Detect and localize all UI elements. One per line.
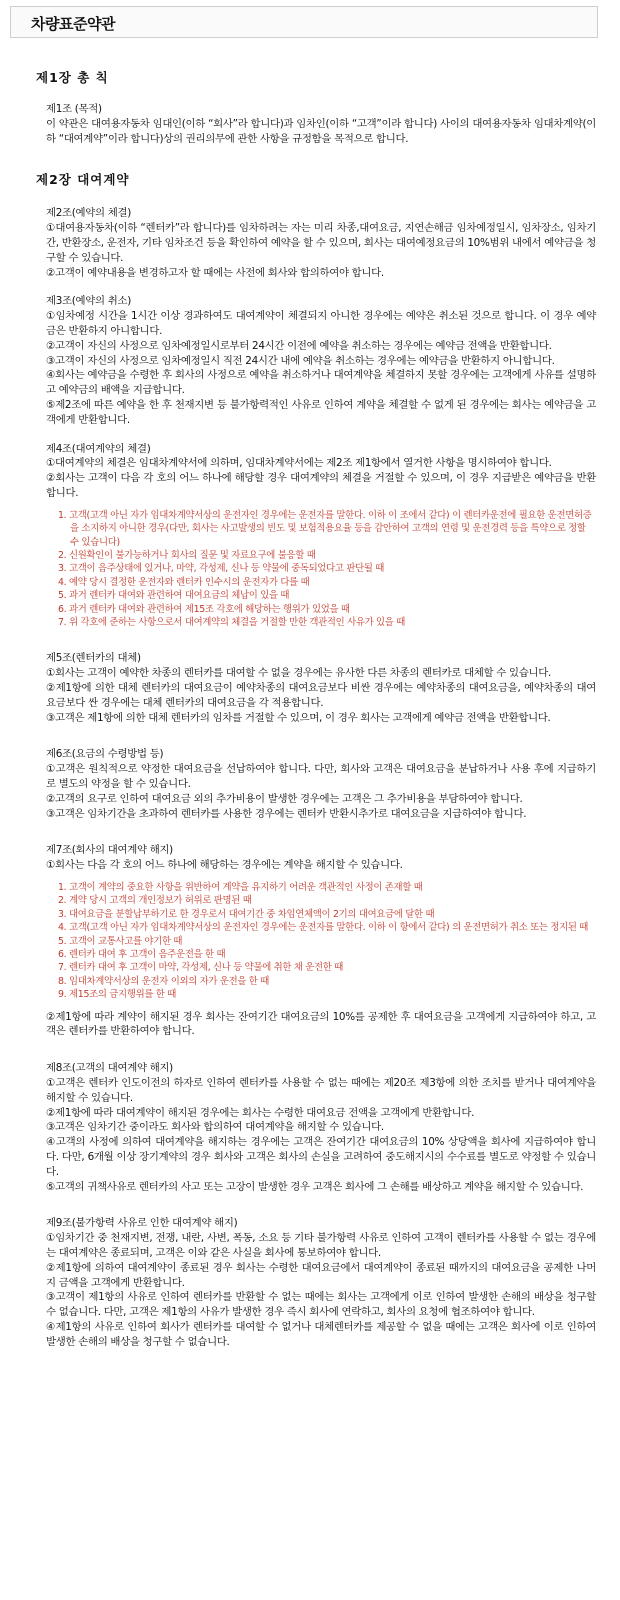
article-paragraph: ①대여계약의 체결은 임대차계약서에 의하며, 임대차계약서에는 제2조 제1항에서 열거한 사항을 명시하여야 합니다. [46,457,552,470]
article-paragraph: ①회사는 고객이 예약한 차종의 렌터카를 대여할 수 없을 경우에는 유사한 다른 차종의 렌터카로 대체할 수 있습니다. [46,667,551,680]
article-7 [46,843,596,1039]
list-item: 5. 과거 렌터카 대여와 관련하여 대여요금의 체납이 있을 때 [58,590,290,602]
terms-document [36,60,596,1350]
article-8 [46,1061,596,1194]
article-paragraph: ④회사는 예약금을 수령한 후 회사의 사정으로 예약을 취소하거나 대여계약을 체결하지 못할 경우에는 고객에게 사유를 설명하고 예약금의 배액을 지급합니다. [46,369,596,397]
list-item: 6. 렌터카 대여 후 고객이 음주운전을 한 때 [58,948,226,960]
article-paragraph: ①고객은 렌터카 인도이전의 하자로 인하여 렌터카를 사용할 수 없는 때에는 제20조 제3항에 의한 조치를 받거나 대여계약을 해지할 수 있습니다. [46,1077,596,1104]
refusal-reasons-list [58,509,596,630]
article-title: 제3조(예약의 취소) [46,295,131,308]
article-paragraph: ①고객은 원칙적으로 약정한 대여요금을 선납하여야 합니다. 다만, 회사와 고객은 대여요금을 분납하거나 사용 후에 지급하기로 별도의 약정을 할 수 있습니다. [46,763,596,790]
article-paragraph: ③고객은 임차기간을 초과하여 렌터카를 사용한 경우에는 렌터카 반환시추가로 대여요금을 지급하여야 합니다. [46,807,527,820]
article-title: 제1조 (목적) [46,103,102,115]
article-paragraph: ②회사는 고객이 다음 각 호의 어느 하나에 해당할 경우 대여계약의 체결을 거절할 수 있으며, 이 경우 지급받은 예약금을 반환합니다. [46,472,596,499]
article-paragraph: ②제1항에 따라 계약이 해지된 경우 회사는 잔여기간 대여요금의 10%를 공제한 후 대여요금을 고객에게 지급하여야 하고, 고객은 렌터카를 반환하여야 합니다. [46,1010,596,1038]
article-paragraph: ②제1항에 의한 대체 렌터카의 대여요금이 예약차종의 대여요금보다 비싼 경우에는 예약차종의 대여요금을, 예약차종의 대여요금보다 싼 경우에는 대체 렌터카의 대여요금을 각 적용합니다. [46,681,596,709]
article-title: 제5조(렌터카의 대체) [46,652,141,665]
article-2 [46,206,596,280]
list-item: 2. 계약 당시 고객의 개인정보가 허위로 판명된 때 [58,895,252,907]
article-paragraph: ①임차기간 중 천재지변, 전쟁, 내란, 사변, 폭동, 소요 등 기타 불가항력 사유로 인하여 고객이 렌터카를 사용할 수 없는 경우에는 대여계약은 종료되며, 고객은 이와 같은 사실을 회사에 통보하여야 합니다. [46,1232,596,1259]
list-item: 3. 대여요금을 분할납부하기로 한 경우로서 대여기간 중 차임연체액이 2기의 대여요금에 달한 때 [58,908,435,920]
chapter-2-heading: 제2장 대여계약 [36,172,130,188]
list-item: 7. 렌터카 대여 후 고객이 마약, 각성제, 신나 등 약물에 취한 채 운전한 때 [58,962,343,974]
termination-reasons-list [58,881,596,1002]
page-title: 차량표준약관 [31,15,115,33]
article-title: 제4조(대여계약의 체결) [46,442,151,455]
article-title: 제7조(회사의 대여계약 해지) [46,844,173,857]
list-item: 1. 고객이 계약의 중요한 사항을 위반하여 계약을 유지하기 어려운 객관적인 사정이 존재할 때 [58,881,423,893]
article-title: 제6조(요금의 수령방법 등) [46,748,164,761]
list-item: 9. 제15조의 금지행위를 한 때 [58,989,176,1001]
article-paragraph: ②제1항에 의하여 대여계약이 종료된 경우 회사는 수령한 대여요금에서 대여계약이 종료된 때까지의 대여요금을 공제한 나머지 금액을 고객에게 반환합니다. [46,1261,596,1289]
article-6 [46,747,596,821]
header-bar [10,6,598,38]
article-title: 제9조(불가항력 사유로 인한 대여계약 해지) [46,1217,238,1230]
list-item: 3. 고객이 음주상태에 있거나, 마약, 각성제, 신나 등 약물에 중독되었다고 판단될 때 [58,563,385,575]
list-item: 8. 임대차계약서상의 운전자 이외의 자가 운전을 한 때 [58,975,269,987]
chapter-1-heading: 제1장 총 칙 [36,70,109,85]
article-paragraph: ②제1항에 따라 대여계약이 해지된 경우에는 회사는 수령한 대여요금 전액을 고객에게 반환합니다. [46,1106,475,1119]
article-paragraph: ③고객은 제1항에 의한 대체 렌터카의 임차를 거절할 수 있으며, 이 경우 회사는 고객에게 예약금 전액을 반환합니다. [46,711,551,724]
list-item: 6. 과거 렌터카 대여와 관련하여 제15조 각호에 해당하는 행위가 있었을 때 [58,603,350,615]
article-paragraph: ④제1항의 사유로 인하여 회사가 렌터카를 대여할 수 없거나 대체렌터카를 제공할 수 없을 때에는 고객은 회사에 이로 인하여 발생한 손해의 배상을 청구할 수 없습니다. [46,1320,596,1348]
article-4 [46,442,596,630]
list-item: 5. 고객이 교통사고를 야기한 때 [58,935,183,947]
article-paragraph: ⑤고객의 귀책사유로 렌터카의 사고 또는 고장이 발생한 경우 고객은 회사에 그 손해를 배상하고 계약을 해지할 수 있습니다. [46,1180,584,1193]
article-paragraph: ④고객의 사정에 의하여 대여계약을 해지하는 경우에는 고객은 잔여기간 대여요금의 10% 상당액을 회사에 지급하여야 합니다. 다만, 6개월 이상 장기계약의 경우 회사와 고객은 회사의 손실을 고려하여 중도해지시의 수수료를 별도로 약정할 수 있습니다. [46,1136,596,1178]
article-paragraph: ①회사는 다음 각 호의 어느 하나에 해당하는 경우에는 계약을 해지할 수 있습니다. [46,859,403,872]
list-item: 4. 고객(고객 아닌 자가 임대차계약서상의 운전자인 경우에는 운전자를 말한다. 이하 이 항에서 같다) 의 운전면허가 취소 또는 정지된 때 [58,922,589,934]
list-item: 2. 신원확인이 불가능하거나 회사의 질문 및 자료요구에 불응할 때 [58,549,316,561]
article-paragraph: ②고객의 요구로 인하여 대여요금 외의 추가비용이 발생한 경우에는 고객은 그 추가비용을 부담하여야 합니다. [46,792,523,805]
article-5 [46,651,596,725]
article-paragraph: ②고객이 예약내용을 변경하고자 할 때에는 사전에 회사와 합의하여야 합니다. [46,266,384,279]
article-3 [46,294,596,427]
article-paragraph: ①임차예정 시간을 1시간 이상 경과하여도 대여계약이 체결되지 아니한 경우에는 예약은 취소된 것으로 합니다. 이 경우 예약금은 반환하지 아니합니다. [46,310,596,337]
list-item: 4. 예약 당시 결정한 운전자와 렌터카 인수시의 운전자가 다를 때 [58,576,310,588]
article-paragraph: ①대여용자동차(이하 “렌터카”라 합니다)를 임차하려는 자는 미리 차종,대여요금, 지연손해금 임차예정일시, 임차장소, 임차기간, 반환장소, 운전자, 기타 임차조건 등을 확인하여 예약을 할 수 있으며, 회사는 대여예정요금의 10%범위 내에서 예약금을 청구할 수 있습니다. [46,222,596,264]
list-item: 7. 위 각호에 준하는 사항으로서 대여계약의 체결을 거절할 만한 객관적인 사유가 있을 때 [58,616,405,628]
article-title: 제2조(예약의 체결) [46,207,131,220]
article-title: 제8조(고객의 대여계약 해지) [46,1062,173,1075]
article-paragraph: 이 약관은 대여용자동차 임대인(이하 “회사”라 합니다)과 임차인(이하 “고객”이라 합니다) 사이의 대여용자동차 임대차계약(이하 “대여계약”이라 합니다)상의 권리의무에 관한 사항을 규정함을 목적으로 합니다. [46,117,596,145]
list-item: 1. 고객(고객 아닌 자가 임대차계약서상의 운전자인 경우에는 운전자를 말한다. 이하 이 조에서 같다) 이 렌터카운전에 필요한 운전면허증을 소지하지 아니한 경우(다만, 회사는 사고발생의 빈도 및 보험적용요율 등을 감안하여 고객의 연령 및 운전경력 등을 특약으로 정할 수 있습니다) [58,509,592,548]
article-paragraph: ②고객이 자신의 사정으로 임차예정일시로부터 24시간 이전에 예약을 취소하는 경우에는 예약금 전액을 반환합니다. [46,339,552,352]
article-paragraph: ③고객이 자신의 사정으로 임차예정일시 직전 24시간 내에 예약을 취소하는 경우에는 예약금을 반환하지 아니합니다. [46,354,555,367]
article-paragraph: ⑤제2조에 따른 예약을 한 후 천재지변 등 불가항력적인 사유로 인하여 계약을 체결할 수 없게 된 경우에는 회사는 예약금을 고객에게 반환합니다. [46,398,596,426]
article-1 [46,102,596,146]
article-paragraph: ③고객은 임차기간 중이라도 회사와 합의하여 대여계약을 해지할 수 있습니다. [46,1121,384,1134]
article-paragraph: ③고객이 제1항의 사유로 인하여 렌터카를 반환할 수 없는 때에는 회사는 고객에게 이로 인하여 발생한 손해의 배상을 청구할 수 없습니다. 다만, 고객은 제1항의 사유가 발생한 경우 즉시 회사에 연락하고, 회사의 요청에 협조하여야 합니다. [46,1291,596,1319]
article-9 [46,1216,596,1349]
